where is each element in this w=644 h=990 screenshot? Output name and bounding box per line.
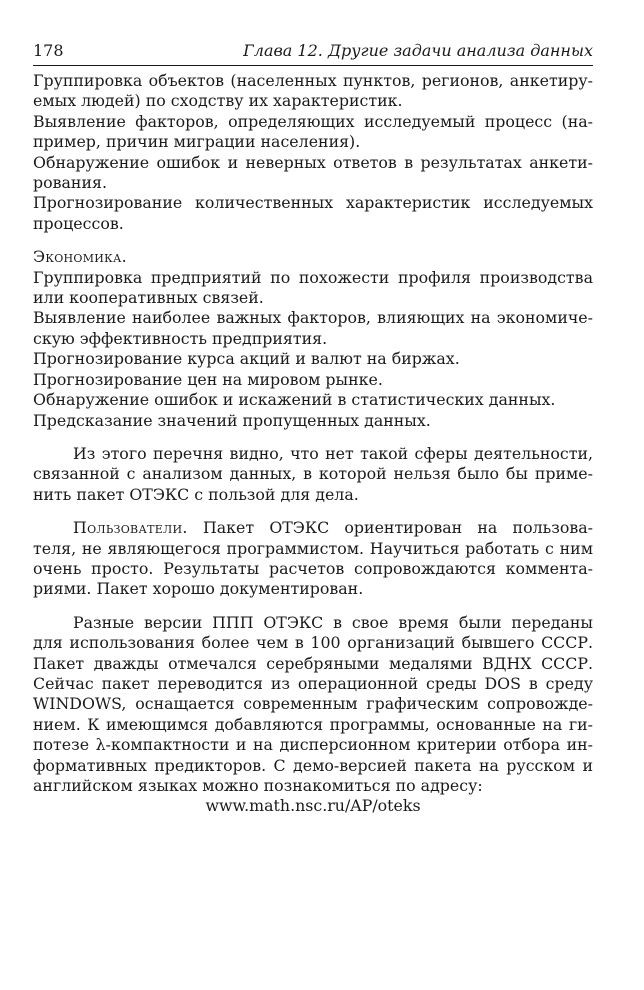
- spacer: [33, 505, 593, 518]
- text-line: Группировка объектов (населенных пунктов, регионов, анкетиру-: [33, 71, 593, 90]
- chapter-title: Глава 12. Другие задачи анализа данных: [243, 41, 593, 60]
- text-line: рования.: [33, 173, 107, 193]
- list-item: [33, 71, 593, 112]
- text-line: Прогнозирование цен на мировом рынке.: [33, 369, 383, 389]
- text-line: Разные версии ППП ОТЭКС в свое время были переданы: [73, 612, 593, 632]
- list-item: [33, 349, 593, 369]
- book-page: [33, 40, 593, 817]
- list-economics: [33, 247, 593, 431]
- text-line: Предсказание значений пропущенных данных.: [33, 410, 431, 430]
- text-line: Обнаружение ошибок и искажений в статистических данных.: [33, 390, 556, 410]
- paragraph-versions: [33, 613, 593, 817]
- url-link[interactable]: www.math.nsc.ru/AP/oteks: [205, 796, 421, 816]
- list-item: [33, 411, 593, 431]
- list-item: [33, 308, 593, 349]
- text-line: английском языках можно познакомиться по адресу:: [33, 776, 483, 795]
- text-line: связанной с анализом данных, в которой нельзя было бы приме-: [33, 464, 593, 484]
- text-line: Пакет дважды отмечался серебряными медалями ВДНХ СССР.: [33, 653, 593, 673]
- list-item: [33, 112, 593, 153]
- text-line: Выявление факторов, определяющих исследуемый процесс (на-: [33, 111, 593, 131]
- text-fragment: Пакет ОТЭКС ориентирован на пользова-: [202, 518, 593, 538]
- spacer: [33, 431, 593, 444]
- text-line: потезе λ-компактности и на дисперсионном критерии отбора ин-: [33, 735, 593, 755]
- text-line: формативных предикторов. С демо-версией пакета на русском и: [33, 755, 593, 775]
- page-number: 178: [33, 41, 64, 60]
- spacer: [33, 600, 593, 613]
- text-line: Прогнозирование количественных характеристик исследуемых: [33, 193, 593, 213]
- text-line: теля, не являющегося программистом. Научиться работать с ним: [33, 538, 593, 558]
- section-heading-economics: Экономика.: [33, 247, 127, 267]
- spacer: [33, 234, 593, 247]
- text-line: процессов.: [33, 213, 124, 233]
- text-line: риями. Пакет хорошо документирован.: [33, 579, 364, 599]
- list-social: [33, 71, 593, 234]
- text-line: для использования более чем в 100 организаций бывшего СССР.: [33, 633, 593, 653]
- paragraph-lead-users: Пользователи.: [73, 518, 188, 538]
- text-line: очень просто. Результаты расчетов сопровождаются коммента-: [33, 558, 593, 578]
- text-line: Группировка предприятий по похожести профиля производства: [33, 267, 593, 287]
- list-item: [33, 390, 593, 410]
- list-item: [33, 370, 593, 390]
- list-item: [33, 193, 593, 234]
- running-head: [33, 40, 593, 66]
- text-line: Выявление наиболее важных факторов, влияющих на экономиче-: [33, 308, 593, 328]
- list-item: [33, 268, 593, 309]
- text-line: Прогнозирование курса акций и валют на биржах.: [33, 349, 460, 369]
- paragraph-conclusion: [33, 444, 593, 505]
- text-line: нить пакет ОТЭКС с пользой для дела.: [33, 484, 359, 504]
- text-line: емых людей) по сходству их характеристик.: [33, 91, 403, 111]
- text-line: скую эффективность предприятия.: [33, 328, 328, 348]
- text-line: WINDOWS, оснащается современным графическим сопровожде-: [33, 694, 593, 714]
- paragraph-users: [33, 518, 593, 600]
- text-line: Сейчас пакет переводится из операционной среды DOS в среду: [33, 673, 593, 693]
- list-item: [33, 153, 593, 194]
- text-line: пример, причин миграции населения).: [33, 132, 361, 152]
- text-line: [33, 518, 593, 538]
- text-line: нием. К имеющимся добавляются программы, основанные на ги-: [33, 714, 593, 734]
- text-line: или кооперативных связей.: [33, 288, 264, 308]
- text-line: Из этого перечня видно, что нет такой сферы деятельности,: [73, 443, 593, 463]
- text-line: Обнаружение ошибок и неверных ответов в результатах анкети-: [33, 152, 593, 172]
